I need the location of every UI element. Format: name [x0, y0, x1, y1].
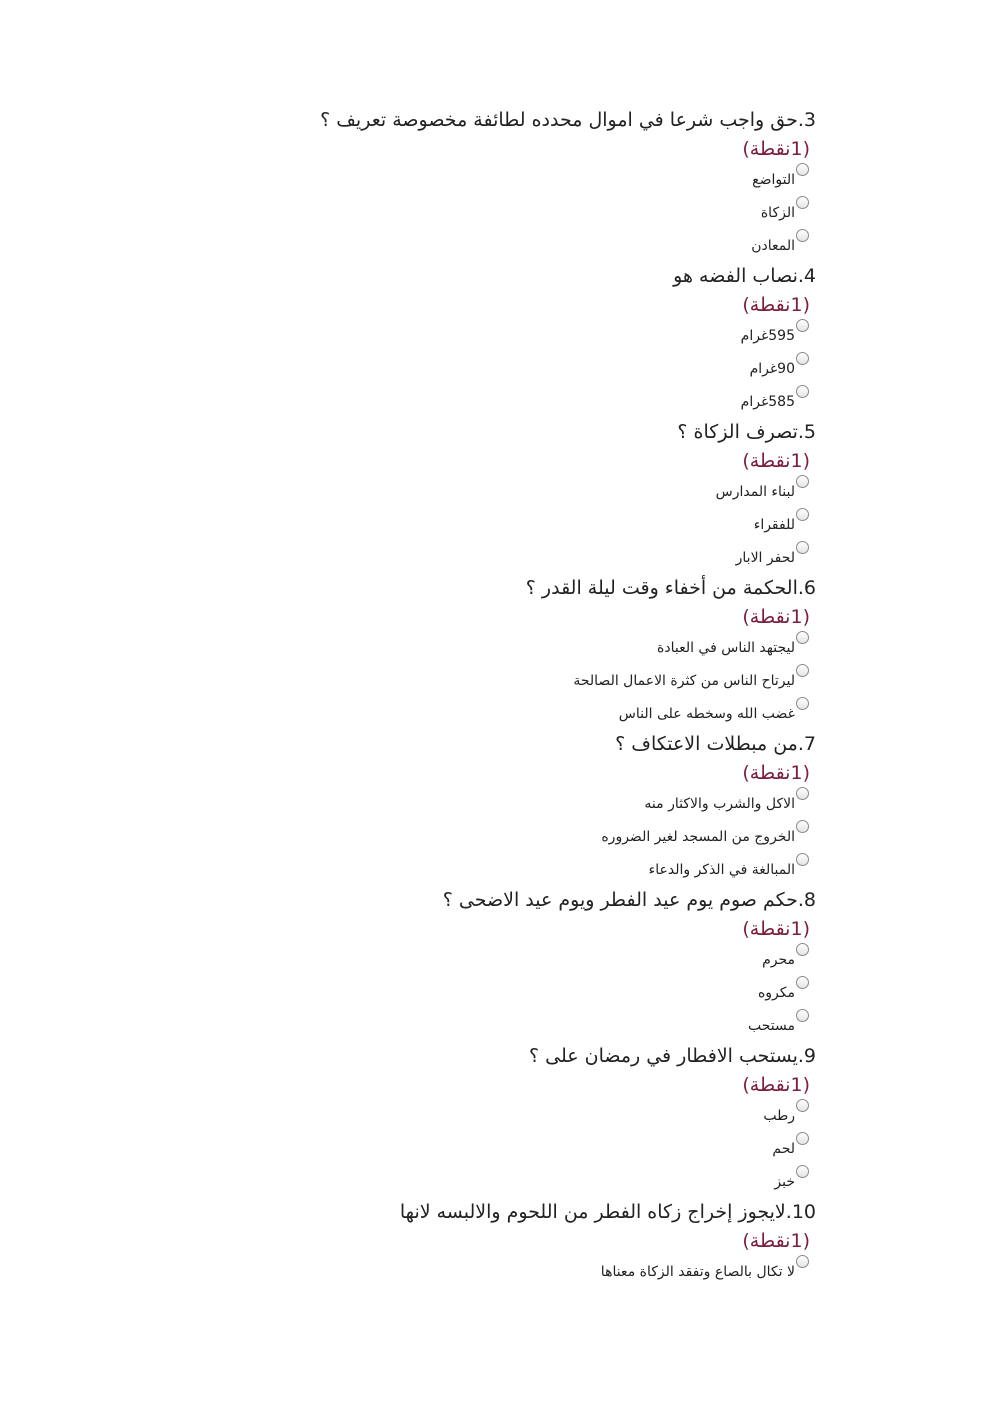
option-label: مستحب — [748, 1018, 795, 1034]
points-label: (1نقطة) — [742, 918, 810, 940]
option-label: 595غرام — [740, 328, 795, 344]
radio-button[interactable] — [796, 697, 809, 710]
radio-button[interactable] — [796, 853, 809, 866]
question-block — [109, 886, 816, 1042]
answer-option[interactable] — [109, 1099, 809, 1132]
option-label: 585غرام — [740, 394, 795, 410]
question-block — [109, 730, 816, 886]
question-block — [109, 418, 816, 574]
points-label: (1نقطة) — [742, 450, 810, 472]
answer-option[interactable] — [109, 1009, 809, 1042]
radio-button[interactable] — [796, 229, 809, 242]
answer-option[interactable] — [109, 352, 809, 385]
radio-button[interactable] — [796, 631, 809, 644]
option-label: لحفر الابار — [735, 550, 795, 566]
option-label: ليجتهد الناس في العبادة — [657, 640, 795, 656]
answer-option[interactable] — [109, 787, 809, 820]
radio-button[interactable] — [796, 163, 809, 176]
option-label: الزكاة — [760, 205, 795, 221]
answer-option[interactable] — [109, 541, 809, 574]
points-label: (1نقطة) — [742, 1230, 810, 1252]
question-text: 6.الحكمة من أخفاء وقت ليلة القدر ؟ — [525, 577, 816, 599]
option-label: رطب — [763, 1108, 795, 1124]
option-label: لبناء المدارس — [715, 484, 795, 500]
option-label: لا تكال بالصاع وتفقد الزكاة معناها — [600, 1264, 795, 1280]
radio-button[interactable] — [796, 1165, 809, 1178]
answer-option[interactable] — [109, 943, 809, 976]
quiz-form — [109, 106, 816, 1288]
answer-option[interactable] — [109, 1165, 809, 1198]
radio-button[interactable] — [796, 1255, 809, 1268]
option-label: محرم — [762, 952, 795, 968]
answer-option[interactable] — [109, 976, 809, 1009]
question-block — [109, 1198, 816, 1288]
answer-option[interactable] — [109, 229, 809, 262]
question-block — [109, 106, 816, 262]
question-text: 9.يستحب الافطار في رمضان على ؟ — [528, 1045, 816, 1067]
answer-option[interactable] — [109, 1132, 809, 1165]
radio-button[interactable] — [796, 352, 809, 365]
radio-button[interactable] — [796, 943, 809, 956]
radio-button[interactable] — [796, 1132, 809, 1145]
points-label: (1نقطة) — [742, 606, 810, 628]
answer-option[interactable] — [109, 163, 809, 196]
option-label: خبز — [774, 1174, 795, 1190]
answer-option[interactable] — [109, 385, 809, 418]
question-text: 8.حكم صوم يوم عيد الفطر ويوم عيد الاضحى ؟ — [442, 889, 816, 911]
answer-option[interactable] — [109, 1255, 809, 1288]
answer-option[interactable] — [109, 853, 809, 886]
answer-option[interactable] — [109, 319, 809, 352]
radio-button[interactable] — [796, 976, 809, 989]
radio-button[interactable] — [796, 508, 809, 521]
points-label: (1نقطة) — [742, 1074, 810, 1096]
radio-button[interactable] — [796, 1099, 809, 1112]
option-label: للفقراء — [753, 517, 795, 533]
radio-button[interactable] — [796, 787, 809, 800]
radio-button[interactable] — [796, 820, 809, 833]
question-text: 10.لايجوز إخراج زكاه الفطر من اللحوم والالبسه لانها — [399, 1201, 816, 1223]
option-label: مكروه — [757, 985, 795, 1001]
answer-option[interactable] — [109, 508, 809, 541]
radio-button[interactable] — [796, 1009, 809, 1022]
answer-option[interactable] — [109, 196, 809, 229]
question-block — [109, 574, 816, 730]
question-block — [109, 262, 816, 418]
radio-button[interactable] — [796, 664, 809, 677]
option-label: المعادن — [751, 238, 795, 254]
question-text: 3.حق واجب شرعا في اموال محدده لطائفة مخصوصة تعريف ؟ — [320, 109, 816, 131]
option-label: الاكل والشرب والاكثار منه — [644, 796, 795, 812]
answer-option[interactable] — [109, 631, 809, 664]
question-text: 7.من مبطلات الاعتكاف ؟ — [615, 733, 816, 755]
radio-button[interactable] — [796, 385, 809, 398]
option-label: المبالغة في الذكر والدعاء — [648, 862, 795, 878]
answer-option[interactable] — [109, 475, 809, 508]
radio-button[interactable] — [796, 541, 809, 554]
question-text: 4.نصاب الفضه هو — [673, 265, 816, 287]
points-label: (1نقطة) — [742, 138, 810, 160]
radio-button[interactable] — [796, 196, 809, 209]
answer-option[interactable] — [109, 697, 809, 730]
radio-button[interactable] — [796, 475, 809, 488]
points-label: (1نقطة) — [742, 762, 810, 784]
option-label: لحم — [772, 1141, 795, 1157]
option-label: 90غرام — [749, 361, 795, 377]
question-text: 5.تصرف الزكاة ؟ — [677, 421, 816, 443]
answer-option[interactable] — [109, 664, 809, 697]
option-label: غضب الله وسخطه على الناس — [618, 706, 795, 722]
radio-button[interactable] — [796, 319, 809, 332]
points-label: (1نقطة) — [742, 294, 810, 316]
option-label: التواضع — [752, 172, 795, 188]
option-label: ليرتاح الناس من كثرة الاعمال الصالحة — [573, 673, 795, 689]
answer-option[interactable] — [109, 820, 809, 853]
option-label: الخروج من المسجد لغير الضروره — [601, 829, 795, 845]
question-block — [109, 1042, 816, 1198]
